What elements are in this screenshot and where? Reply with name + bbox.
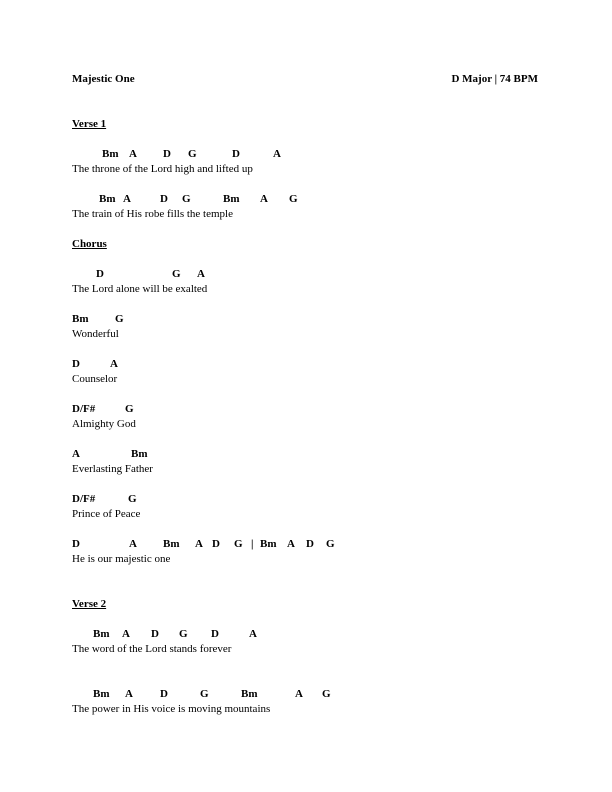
chord-symbol: G (188, 148, 197, 160)
lyric-line: The power in His voice is moving mountains (72, 703, 271, 715)
section-verse-1: Verse 1 (72, 118, 107, 130)
chord-symbol: D (160, 688, 168, 700)
chord-symbol: G (289, 193, 298, 205)
chord-symbol: A (249, 628, 257, 640)
lyric-line: The train of His robe fills the temple (72, 208, 233, 220)
key-tempo: D Major | 74 BPM (451, 73, 538, 85)
lyric-line: Almighty God (72, 418, 136, 430)
lyric-line: Wonderful (72, 328, 119, 340)
song-title: Majestic One (72, 73, 135, 85)
chord-symbol: A (295, 688, 303, 700)
chord-symbol: A (123, 193, 131, 205)
section-verse-2: Verse 2 (72, 598, 107, 610)
chord-symbol: D (306, 538, 314, 550)
chord-symbol: G (200, 688, 209, 700)
chord-symbol: Bm (241, 688, 258, 700)
chord-symbol: G (182, 193, 191, 205)
chord-symbol: Bm (131, 448, 148, 460)
chord-symbol: Bm (93, 688, 110, 700)
lyric-line: The throne of the Lord high and lifted up (72, 163, 253, 175)
section-chorus: Chorus (72, 238, 107, 250)
chord-symbol: A (72, 448, 80, 460)
chord-symbol: D/F# (72, 493, 96, 505)
chord-symbol: G (125, 403, 134, 415)
lyric-line: The word of the Lord stands forever (72, 643, 232, 655)
chord-symbol: D (72, 538, 80, 550)
lyric-line: The Lord alone will be exalted (72, 283, 208, 295)
chord-symbol: Bm (223, 193, 240, 205)
chord-symbol: G (172, 268, 181, 280)
chord-symbol: Bm (99, 193, 116, 205)
chord-symbol: Bm (260, 538, 277, 550)
chord-symbol: D (212, 538, 220, 550)
chord-symbol: D/F# (72, 403, 96, 415)
chord-symbol: D (151, 628, 159, 640)
chord-symbol: G (179, 628, 188, 640)
lyric-line: Everlasting Father (72, 463, 153, 475)
chord-symbol: D (160, 193, 168, 205)
chord-symbol: G (234, 538, 243, 550)
chord-symbol: D (163, 148, 171, 160)
lyric-line: Prince of Peace (72, 508, 141, 520)
chord-symbol: D (211, 628, 219, 640)
chord-symbol: A (260, 193, 268, 205)
chord-symbol: A (129, 148, 137, 160)
chord-symbol: G (326, 538, 335, 550)
chord-symbol: A (287, 538, 295, 550)
chord-symbol: Bm (102, 148, 119, 160)
chord-symbol: Bm (93, 628, 110, 640)
chord-symbol: D (72, 358, 80, 370)
chord-symbol: G (322, 688, 331, 700)
lyric-line: Counselor (72, 373, 118, 385)
chord-symbol: A (110, 358, 118, 370)
chord-symbol: | (251, 538, 254, 550)
chord-symbol: A (125, 688, 133, 700)
chord-symbol: A (273, 148, 281, 160)
chord-symbol: G (115, 313, 124, 325)
chord-symbol: Bm (163, 538, 180, 550)
lyric-line: He is our majestic one (72, 553, 171, 565)
chord-symbol: D (232, 148, 240, 160)
chord-symbol: A (122, 628, 130, 640)
chord-symbol: A (197, 268, 205, 280)
chord-symbol: D (96, 268, 104, 280)
chord-symbol: A (129, 538, 137, 550)
chord-symbol: G (128, 493, 137, 505)
chord-symbol: A (195, 538, 203, 550)
chord-symbol: Bm (72, 313, 89, 325)
